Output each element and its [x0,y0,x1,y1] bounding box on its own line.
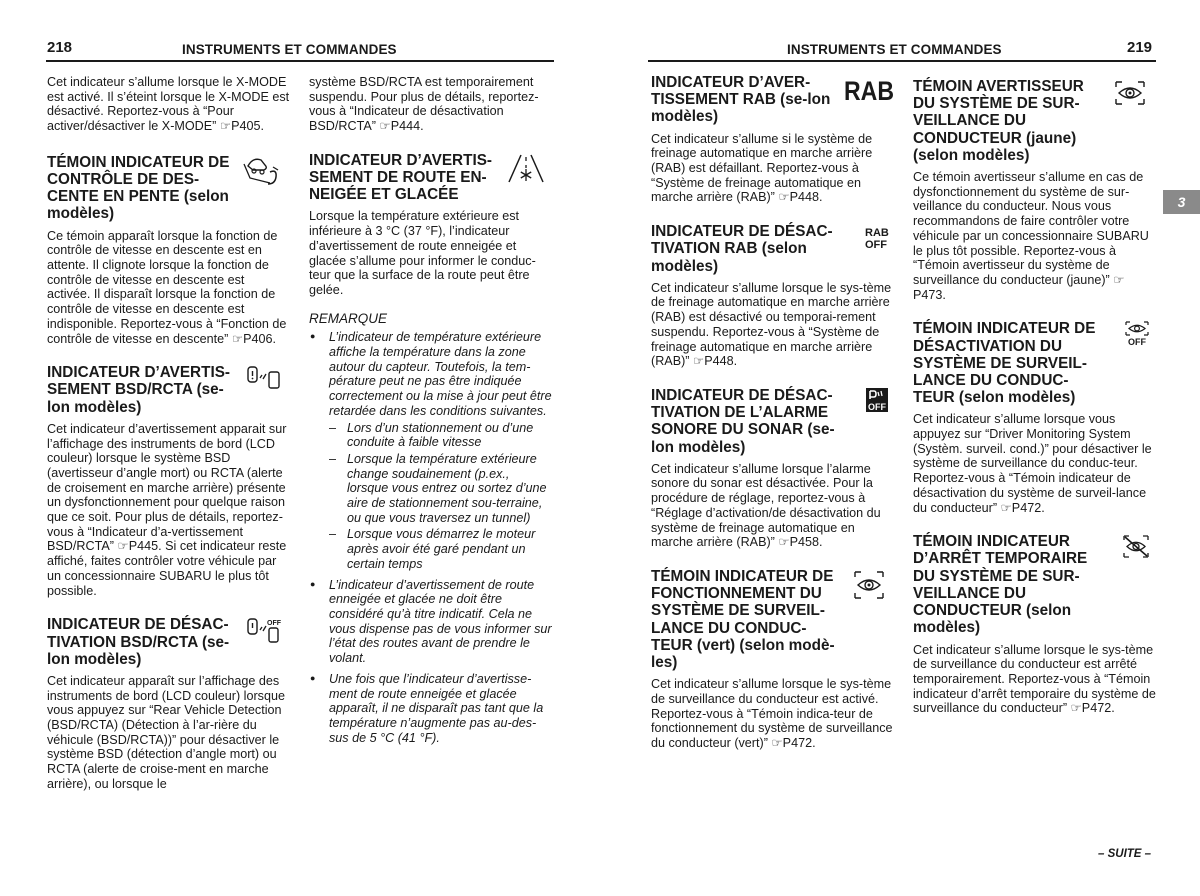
driver-monitor-icon [845,568,893,602]
section-body: Cet indicateur s’allume lorsque le sys-tème de freinage automatique en marche arrière (RAB) est désactivé ou temporai-rement suspendu. Reportez-vous à “Système de freinage automatique en marche arrière (RAB)” ☞P448. [651,280,892,369]
section-driver-monitor-pause [913,533,1156,716]
icon-text: OFF [267,620,281,628]
intro-text: système BSD/RCTA est temporairement suspendu. Pour plus de détails, reportez-vous à “Indicateur de désactivation BSD/RCTA” ☞P444. [309,75,539,134]
page-number-left: 218 [47,39,73,56]
section-title: TÉMOIN INDICATEUR DE CONTRÔLE DE DES-CENTE EN PENTE (selon modèles) [47,153,230,223]
remark-bullet: ● Une fois que l’indicateur d’avertisse-ment de route enneigée et glacée apparaît, il ne disparaît pas tant que la température n’augmente pas au-des-sus de 5 °C (41 °F). [309,672,553,746]
continued-label: – SUITE – [1098,848,1152,860]
section-title: INDICATEUR DE DÉSAC-TIVATION BSD/RCTA (se-lon modèles) [47,616,230,668]
remark-bullet [309,330,553,571]
chapter-tab[interactable]: 3 [1163,190,1200,214]
column-1 [47,75,290,792]
section-body: Ce témoin apparaît lorsque la fonction de contrôle de vitesse en descente est en attente. Il clignote lorsque la fonction de contrôle de vitesse en descente est activée. Il disparaît lorsque la fonction de contrôle de vitesse en descente est indisponible. Reportez-vous à “Fonction de contrôle de vitesse en descente” ☞P406. [47,228,287,346]
section-body: Cet indicateur s’allume si le système de freinage automatique en marche arrière (RAB) est défaillant. Reportez-vous à “Système de freinage automatique en marche arrière (RAB)” ☞P448. [651,131,873,205]
section-hill-descent [47,154,290,346]
section-body: Cet indicateur apparaît sur l’affichage des instruments de bord (LCD couleur) lorsque vous appuyez sur “Rear Vehicle Detection (BSD/RCTA) (Détection à l’ar-rière du véhicule (BSD/RCTA))” pour désactiver le système BSD (détection d’angle mort) ou RCTA (alerte de croise-ment en marche arrière), ou lorsque le [47,673,285,791]
section-body: Cet indicateur s’allume lorsque l’alarme sonore du sonar est désactivée. Pour la procédure de réglage, reportez-vous à “Réglage d’activation/de désactivation du système de freinage automatique en marche arrière (RAB)” ☞P458. [651,461,881,550]
section-body: Lorsque la température extérieure est inférieure à 3 °C (37 °F), l’indicateur d’avertissement de route enneigée et glacée s’allume pour informer le conduc-teur que la surface de la route peut être gelée. [309,209,536,297]
bsd-rcta-off-icon [240,616,288,650]
section-icy-road [309,152,553,298]
section-body: Cet indicateur d’avertissement apparait sur l’affichage des instruments de bord (LCD couleur) lorsque le système BSD (avertisseur d’angle mort) ou RCTA (alerte de croisement en marche arrière) présente un dysfonctionnement pour quelque raison que ce soit. Pour plus de détails, reportez-vous à “Indicateur d’a-vertissement BSD/RCTA” ☞P445. Si cet indicateur reste affiché, faites contrôler votre véhicule par un concessionnaire SUBARU le plus tôt possible. [47,421,287,598]
section-driver-monitor-warning [913,78,1156,302]
icon-text: OFF [868,401,886,412]
section-title: TÉMOIN INDICATEUR DE FONCTIONNEMENT DU SYSTÈME DE SURVEIL-LANCE DU CONDUC-TEUR (vert) (selon modè-les) [651,567,835,671]
header-rule-right [648,60,1156,62]
rab-off-icon [845,223,893,257]
page-header-right: INSTRUMENTS ET COMMANDES [787,42,1002,57]
intro-text: Cet indicateur s’allume lorsque le X-MODE est activé. Il s’éteint lorsque le X-MODE est désactivé. Reportez-vous à “Pour activer/désactiver le X-MODE” ☞P405. [47,75,290,134]
hill-descent-icon [240,154,288,188]
section-title: INDICATEUR D’AVERTIS-SEMENT BSD/RCTA (se-lon modèles) [47,364,230,416]
rab-icon [843,74,895,108]
driver-monitor-off-icon [1106,320,1154,354]
section-title: INDICATEUR D’AVERTIS-SEMENT DE ROUTE EN-NEIGÉE ET GLACÉE [309,151,492,204]
sub-list [329,421,553,572]
column-3 [651,74,895,751]
bullet-text: L’indicateur de température extérieure affiche la température dans la zone autour du capteur. Toutefois, la tem-pérature peut ne pas être indiquée correctement ou la mise à jour peut être retardée dans les conditions suivantes. [329,330,552,418]
section-sonar-off [651,387,895,550]
page-header-left: INSTRUMENTS ET COMMANDES [182,42,397,57]
page-number-right: 219 [1127,39,1153,56]
icon-text: OFF [1128,337,1146,348]
section-title: TÉMOIN INDICATEUR DE DÉSACTIVATION DU SYSTÈME DE SURVEIL-LANCE DU CONDUC-TEUR (selon modèles) [913,320,1096,407]
section-driver-monitor-off [913,320,1156,515]
sub-item: – Lorsque la température extérieure change soudainement (p.ex., lorsque vous entrez ou sortez d’une aire de stationnement sou-terraine, ou que vous traversez un tunnel) [329,452,553,526]
section-bsd-rcta-off [47,616,290,791]
header-rule-left [46,60,554,62]
icon-text: RAB OFF [865,227,889,252]
remark-list [309,330,553,745]
section-rab-warning [651,74,895,205]
sub-item: – Lors d’un stationnement ou d’une conduite à faible vitesse [329,421,553,450]
driver-monitor-pause-icon [1106,533,1154,567]
section-body: Ce témoin avertisseur s’allume en cas de dysfonctionnement du système de sur-veillance du conducteur. Nous vous recommandons de faire contrôler votre véhicule par un concessionnaire SUBARU le plus tôt possible. Reportez-vous à “Témoin avertisseur du système de surveillance du conducteur (jaune)” ☞P473. [913,170,1149,302]
section-bsd-rcta-warning [47,364,290,598]
bsd-rcta-icon [240,364,288,398]
section-body: Cet indicateur s’allume lorsque vous appuyez sur “Driver Monitoring System (Systèm. surveil. cond.)” pour désactiver le système de surveillance du conduc-teur. Reportez-vous à “Témoin indicateur de désactivation du système de surveil-lance du conducteur” ☞P472. [913,412,1152,515]
sub-item: – Lorsque vous démarrez le moteur après avoir été garé pendant un certain temps [329,527,553,571]
sonar-off-icon [845,387,893,421]
section-title: INDICATEUR DE DÉSAC-TIVATION DE L’ALARME SONORE DU SONAR (se-lon modèles) [651,386,835,456]
remark-label: REMARQUE [309,310,388,326]
icy-road-icon [503,152,551,186]
section-body: Cet indicateur s’allume lorsque le sys-tème de surveillance du conducteur est activé. Reportez-vous à “Témoin indica-teur de fonctionnement du système de surveillance du conducteur (vert)” ☞P472. [651,677,893,751]
section-rab-off [651,223,895,369]
section-title: TÉMOIN INDICATEUR D’ARRÊT TEMPORAIRE DU SYSTÈME DE SUR-VEILLANCE DU CONDUCTEUR (selon modèles) [913,533,1088,637]
section-title: INDICATEUR DE DÉSAC-TIVATION RAB (selon modèles) [651,223,833,275]
section-driver-monitor [651,568,895,751]
section-title: TÉMOIN AVERTISSEUR DU SYSTÈME DE SUR-VEILLANCE DU CONDUCTEUR (jaune) (selon modèles) [913,78,1084,164]
column-2 [309,75,553,751]
remark-bullet: ● L’indicateur d’avertissement de route enneigée et glacée ne doit être considéré qu’à titre indicatif. Cela ne vous dispense pas de vous informer sur l’état des routes avant de prendre le volant. [309,578,553,666]
column-4 [913,78,1156,716]
section-body: Cet indicateur s’allume lorsque le sys-tème de surveillance du conducteur est arrêté temporairement. Reportez-vous à “Témoin indicateur d’arrêt temporaire du système de surveillance du conducteur” ☞P472. [913,642,1156,716]
section-title: INDICATEUR D’AVER-TISSEMENT RAB (se-lon modèles) [651,74,831,126]
icon-text: RAB [844,76,894,106]
driver-monitor-warning-icon [1106,78,1154,112]
